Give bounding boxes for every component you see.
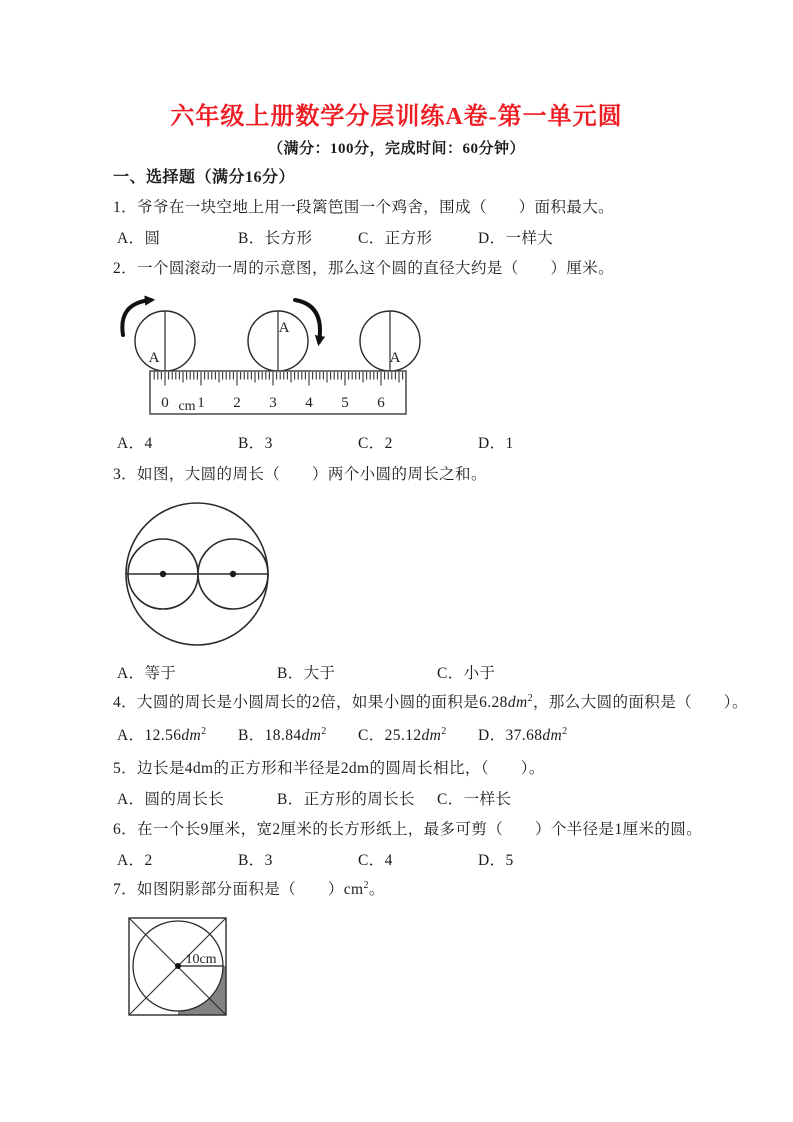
ruler-number-1: 1 (197, 395, 205, 411)
page-subtitle: （满分：100分，完成时间：60分钟） (267, 141, 525, 157)
question-4-text-before: 4．大圆的周长是小圆周长的2倍，如果小圆的面积是 (113, 694, 480, 711)
question-7-math-sup: 2 (363, 879, 369, 891)
point-a-label-3: A (389, 350, 401, 366)
option-1-a: A．圆 (117, 230, 161, 247)
question-1-text: 1．爷爷在一块空地上用一段篱笆围一个鸡舍，围成（ ）面积最大。 (113, 199, 615, 216)
option-2-b: B．3 (238, 435, 273, 452)
option-6-c: C．4 (358, 852, 393, 869)
question-2-options (117, 434, 717, 454)
question-7-math-unit: cm (343, 881, 364, 898)
option-4-a-sup: 2 (201, 725, 207, 737)
question-4-text-after: ，那么大圆的面积是（ ）。 (533, 694, 748, 711)
question-2-text: 2．一个圆滚动一周的示意图，那么这个圆的直径大约是（ ）厘米。 (113, 260, 615, 277)
question-3-options (117, 664, 717, 684)
option-4-b-unit: dm (301, 727, 322, 744)
option-1-b: B．长方形 (238, 230, 313, 247)
option-4-a-value: A．12.56 (117, 727, 182, 744)
center-dot (175, 963, 181, 969)
option-3-a: A．等于 (117, 665, 177, 682)
option-4-c-sup: 2 (441, 725, 447, 737)
question-5-text: 5．边长是4dm的正方形和半径是2dm的圆周长相比，（ ）。 (113, 760, 545, 777)
ruler-number-6: 6 (377, 395, 385, 411)
option-6-d: D．5 (478, 852, 514, 869)
option-1-c: C．正方形 (358, 230, 433, 247)
option-5-b: B．正方形的周长长 (277, 791, 415, 808)
option-3-c: C．小于 (437, 665, 496, 682)
option-4-a (117, 726, 238, 746)
option-4-c-value: C．25.12 (358, 727, 422, 744)
option-4-b-value: B．18.84 (238, 727, 302, 744)
question-3-text: 3．如图，大圆的周长（ ）两个小圆的周长之和。 (113, 466, 487, 483)
rolling-circles-figure (113, 288, 433, 430)
option-4-c-unit: dm (421, 727, 442, 744)
radius-label: 10cm (185, 952, 217, 967)
option-5-c: C．一样长 (437, 791, 512, 808)
center-dot-right (230, 571, 236, 577)
option-6-b: B．3 (238, 852, 273, 869)
question-4-math-value: 6.28 (479, 694, 508, 711)
option-2-a: A．4 (117, 435, 153, 452)
option-4-b-sup: 2 (321, 725, 327, 737)
ruler-number-0: 0 (161, 395, 169, 411)
ruler-number-4: 4 (305, 395, 313, 411)
question-4-math-sup: 2 (527, 692, 533, 704)
option-5-a: A．圆的周长长 (117, 791, 224, 808)
question-4-math-unit: dm (507, 694, 528, 711)
question-4-text (113, 692, 748, 713)
option-4-b (238, 726, 358, 746)
option-6-a: A．2 (117, 852, 153, 869)
question-7-text-after: 。 (368, 881, 385, 898)
question-7-text-before: 7．如图阴影部分面积是（ ） (113, 881, 344, 898)
option-4-c (358, 726, 478, 746)
point-a-label-2: A (278, 320, 290, 336)
question-6-text: 6．在一个长9厘米，宽2厘米的长方形纸上，最多可剪（ ）个半径是1厘米的圆。 (113, 821, 703, 838)
point-a-label-1: A (148, 350, 160, 366)
question-5-options (117, 790, 717, 810)
question-4-options (117, 726, 717, 746)
question-6-options (117, 851, 717, 871)
ruler-unit-label: cm (178, 399, 196, 414)
section-heading: 一、选择题（满分16分） (113, 169, 296, 186)
big-small-circles-figure (115, 490, 285, 660)
question-7-text (113, 880, 713, 900)
ruler-number-5: 5 (341, 395, 349, 411)
shaded-square-figure (125, 915, 235, 1025)
page-title: 六年级上册数学分层训练A卷-第一单元圆 (170, 104, 623, 130)
center-dot-left (160, 571, 166, 577)
option-2-d: D．1 (478, 435, 514, 452)
option-4-d-sup: 2 (562, 725, 568, 737)
ruler-number-3: 3 (269, 395, 277, 411)
option-4-d (478, 726, 568, 746)
option-4-a-unit: dm (181, 727, 202, 744)
option-1-d: D．一样大 (478, 230, 554, 247)
option-4-d-value: D．37.68 (478, 727, 543, 744)
question-1-options (117, 229, 717, 249)
option-4-d-unit: dm (542, 727, 563, 744)
ruler-number-2: 2 (233, 395, 241, 411)
option-3-b: B．大于 (277, 665, 336, 682)
option-2-c: C．2 (358, 435, 393, 452)
